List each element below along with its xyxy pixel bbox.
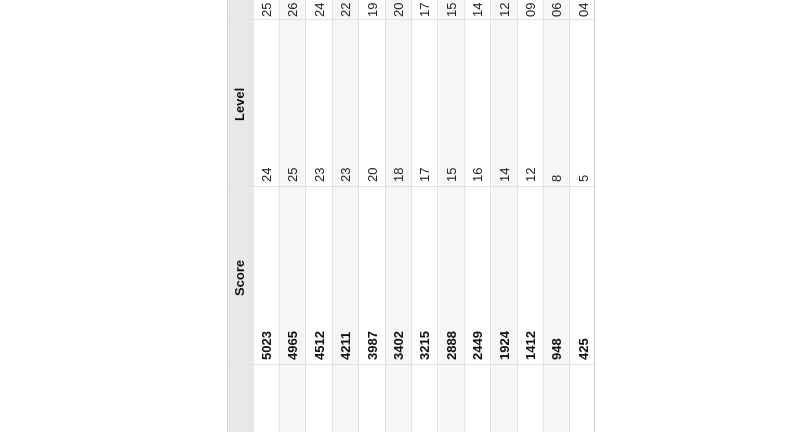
row-score: 1412 — [523, 331, 538, 360]
row-level: 12 — [523, 167, 538, 182]
row-date: 22 — [338, 2, 354, 17]
column-divider — [227, 364, 595, 365]
row-level: 15 — [443, 167, 459, 182]
row-date: 09 — [523, 2, 538, 17]
table-row[interactable] — [386, 0, 412, 432]
table-border-right — [594, 0, 595, 432]
table-row[interactable] — [307, 0, 333, 432]
row-score: 1924 — [496, 331, 512, 360]
table-row[interactable] — [571, 0, 595, 432]
row-date: 15 — [443, 2, 459, 17]
row-level: 23 — [311, 167, 327, 182]
row-level: 23 — [338, 167, 354, 182]
table-header-row — [227, 0, 254, 432]
row-level: 18 — [391, 167, 406, 182]
column-divider — [227, 19, 595, 20]
row-score: 3987 — [364, 331, 380, 360]
row-score: 4965 — [285, 331, 301, 360]
row-date: 12 — [496, 2, 512, 17]
column-divider — [227, 186, 595, 187]
row-date: 14 — [470, 2, 486, 17]
row-date: 25 — [259, 2, 274, 17]
row-level: 14 — [496, 167, 512, 182]
table-row[interactable] — [412, 0, 438, 432]
row-score: 5023 — [259, 331, 274, 360]
table-border-left — [227, 0, 228, 432]
row-date: 26 — [285, 2, 301, 17]
row-date: 24 — [311, 2, 327, 17]
row-date: 04 — [575, 2, 591, 17]
row-score: 2888 — [443, 331, 459, 360]
table-row[interactable] — [254, 0, 280, 432]
row-level: 16 — [470, 167, 486, 182]
table-row[interactable] — [280, 0, 306, 432]
row-date: 20 — [391, 2, 406, 17]
row-level: 17 — [417, 167, 433, 182]
row-score: 425 — [575, 338, 591, 360]
header-level[interactable]: Level — [232, 87, 247, 121]
row-score: 4211 — [338, 331, 354, 360]
row-score: 3402 — [391, 331, 406, 360]
table-row[interactable] — [492, 0, 518, 432]
row-level: 25 — [285, 167, 301, 182]
scoreboard-table — [227, 0, 595, 432]
table-row[interactable] — [360, 0, 386, 432]
table-row[interactable] — [544, 0, 570, 432]
row-level: 8 — [549, 174, 565, 182]
table-row[interactable] — [465, 0, 491, 432]
row-score: 948 — [549, 338, 565, 360]
row-score: 3215 — [417, 331, 433, 360]
row-level: 20 — [364, 167, 380, 182]
table-row[interactable] — [333, 0, 359, 432]
row-level: 24 — [259, 167, 274, 182]
table-row[interactable] — [439, 0, 465, 432]
row-date: 06 — [549, 2, 565, 17]
row-date: 19 — [364, 2, 380, 17]
row-score: 2449 — [470, 331, 486, 360]
row-score: 4512 — [311, 331, 327, 360]
header-score[interactable]: Score — [232, 259, 247, 296]
row-date: 17 — [417, 2, 433, 17]
table-row[interactable] — [518, 0, 544, 432]
row-level: 5 — [575, 174, 591, 182]
